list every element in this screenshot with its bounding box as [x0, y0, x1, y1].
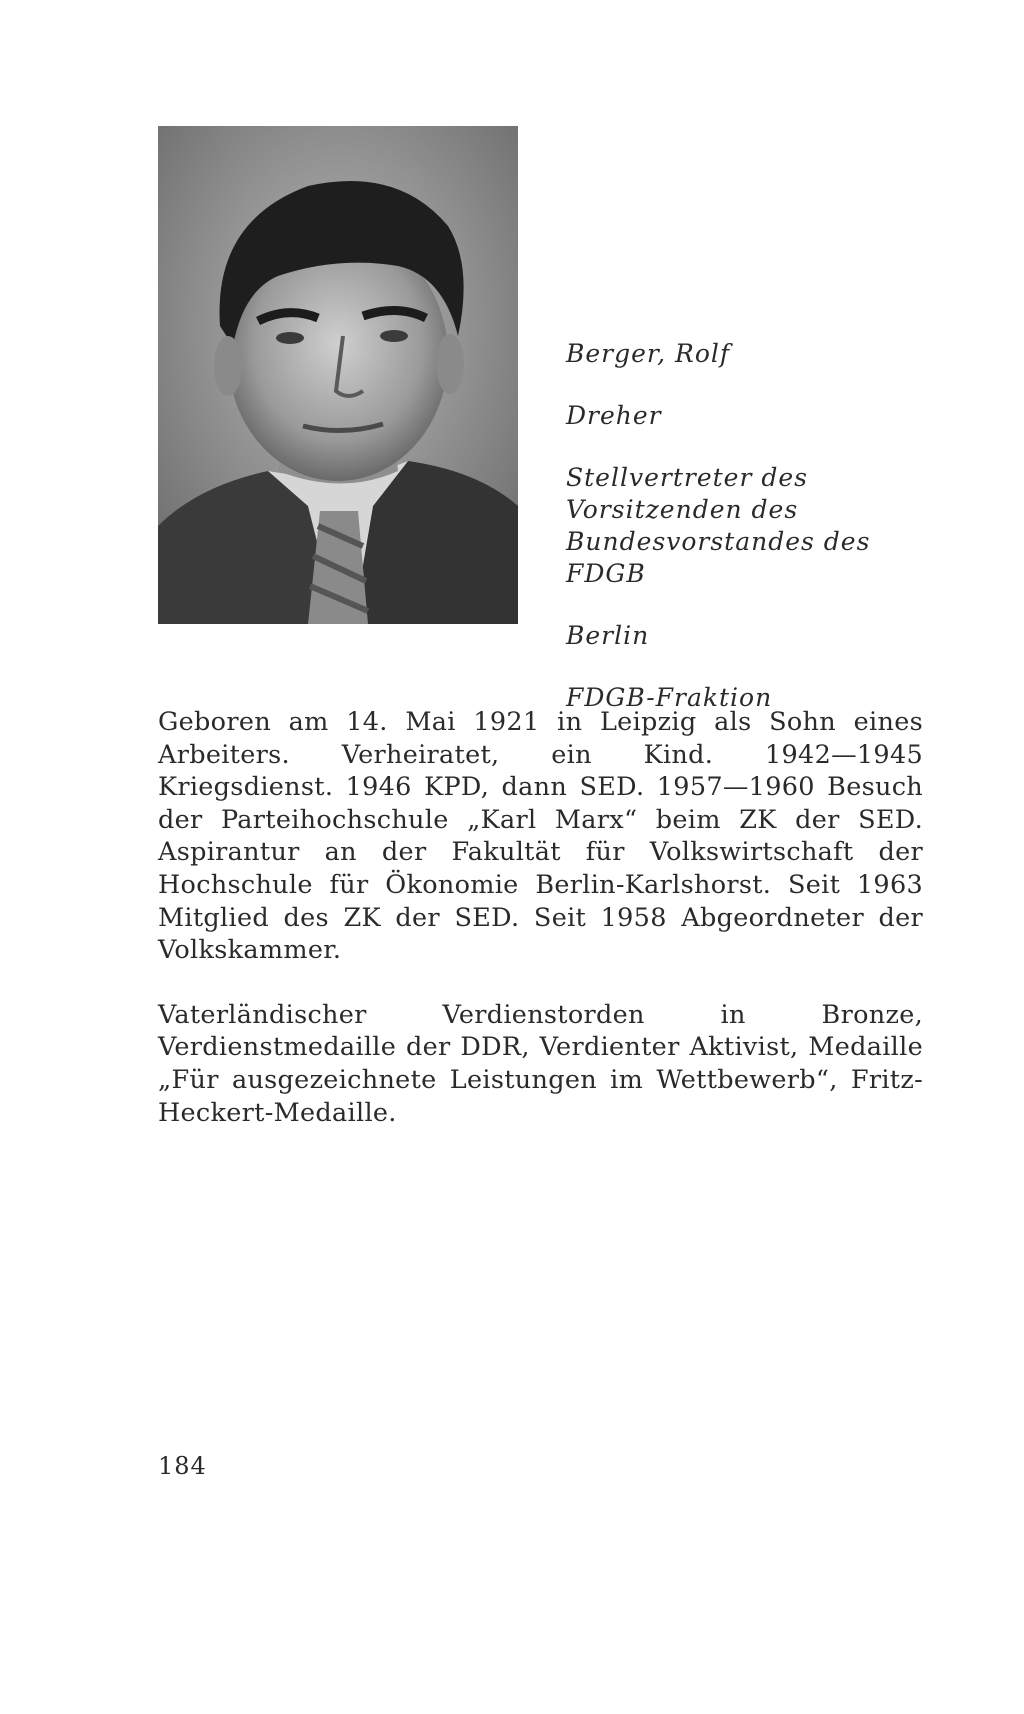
- portrait-image: [158, 126, 518, 624]
- position: Stellvertreter des Vorsitzenden des Bundesvorstandes des FDGB: [566, 463, 871, 588]
- person-name: Berger, Rolf: [566, 339, 731, 368]
- faction: FDGB-Fraktion: [566, 683, 773, 712]
- bio-paragraph: Geboren am 14. Mai 1921 in Leipzig als Sohn eines Arbeiters. Verheiratet, ein Kind. 1942—1945 Kriegsdienst. 1946 KPD, dann SED. 1957—1960 Besuch der Parteihochschule „Karl Marx“ beim ZK der SED. Aspirantur an der Fakultät für Volkswirtschaft der Hochschule für Ökonomie Berlin-Karlshorst. Seit 1963 Mitglied des ZK der SED. Seit 1958 Abgeordneter der Volkskammer.: [158, 707, 923, 966]
- city: Berlin: [566, 621, 650, 650]
- entry-info: [566, 338, 946, 714]
- portrait-photo: [158, 126, 518, 624]
- occupation: Dreher: [566, 401, 662, 430]
- honors-paragraph: Vaterländischer Verdienstorden in Bronze, Verdienstmedaille der DDR, Verdienter Aktivist, Medaille „Für ausgezeichnete Leistungen im Wettbewerb“, Fritz-Heckert-Medaille.: [158, 999, 923, 1128]
- page-number: 184: [158, 1452, 207, 1480]
- biography: [158, 706, 923, 1129]
